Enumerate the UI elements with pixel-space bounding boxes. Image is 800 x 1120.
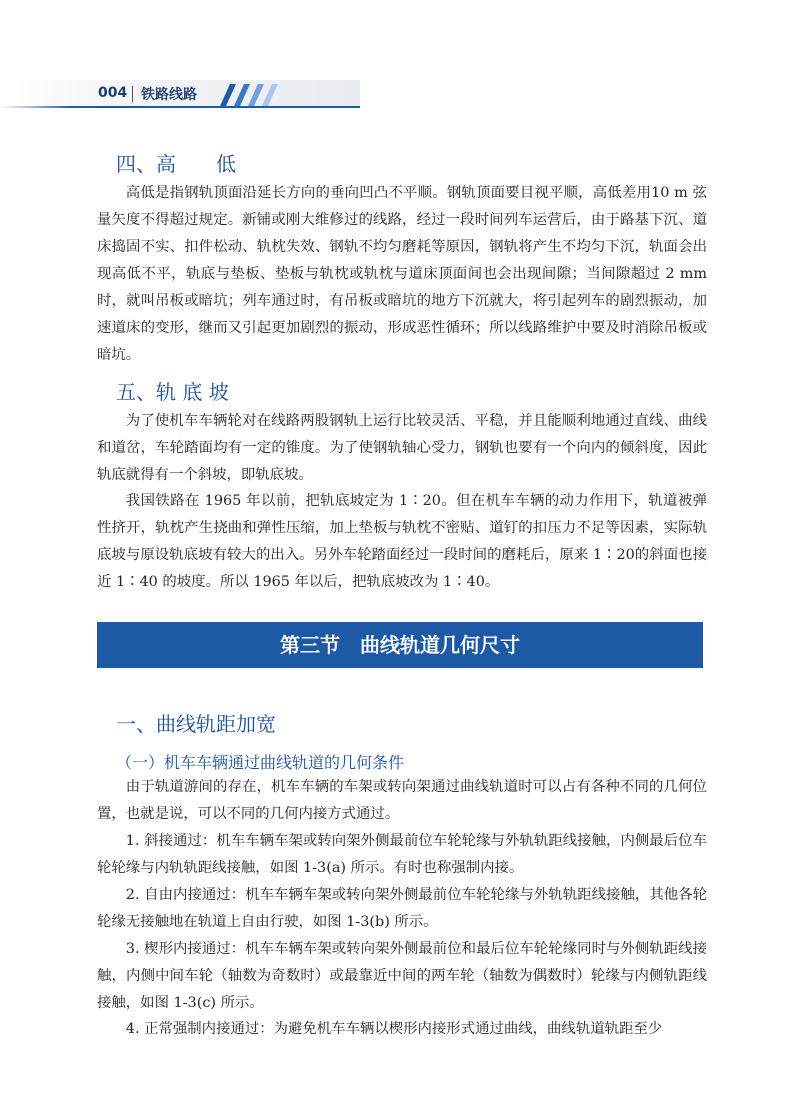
page-number: 004	[98, 85, 128, 101]
list-item-1: 1. 斜接通过：机车车辆车架或转向架外侧最前位车轮轮缘与外轨轨距线接触，内侧最后位车轮轮缘与内轨轨距线接触，如图 1-3(a) 所示。有时也称强制内接。	[97, 833, 707, 876]
list-item-3: 3. 楔形内接通过：机车车辆车架或转向架外侧最前位和最后位车轮轮缘同时与外侧轨距线接触，内侧中间车轮（轴数为奇数时）或最靠近中间的两车轮（轴数为偶数时）轮缘与内侧轨距线接触，如图 1-3(c) 所示。	[97, 941, 707, 1011]
list-item-2: 2. 自由内接通过：机车车辆车架或转向架外侧最前位车轮轮缘与外轨轨距线接触，其他各轮轮缘无接触地在轨道上自由行驶，如图 1-3(b) 所示。	[97, 887, 707, 930]
paragraph-guidipo-1: 为了使机车车辆轮对在线路两股钢轨上运行比较灵活、平稳，并且能顺利地通过直线、曲线和道岔，车轮踏面均有一定的锥度。为了使钢轨轴心受力，钢轨也要有一个向内的倾斜度，因此轨底就得有一个斜坡，即轨底坡。	[97, 413, 707, 483]
paragraph-gaodi: 高低是指钢轨顶面沿延长方向的垂向凹凸不平顺。钢轨顶面要目视平顺，高低差用10 m 弦量矢度不得超过规定。新铺或刚大维修过的线路，经过一段时间列车运营后，由于路基下沉、道床捣固不实、扣件松动、轨枕失效、钢轨不均匀磨耗等原因，钢轨将产生不均匀下沉，轨面会出现高低不平，轨底与垫板、垫板与轨枕或轨枕与道床顶面间也会出现间隙；当间隙超过 2 mm 时，就叫吊板或暗坑；列车通过时，有吊板或暗坑的地方下沉就大，将引起列车的剧烈振动，加速道床的变形，继而又引起更加剧烈的振动，形成恶性循环；所以线路维护中要及时消除吊板或暗坑。	[97, 185, 707, 363]
paragraph-intro: 由于轨道游间的存在，机车车辆的车架或转向架通过曲线轨道时可以占有各种不同的几何位置，也就是说，可以不同的几何内接方式通过。	[97, 779, 707, 822]
book-title: 铁路线路	[141, 87, 197, 103]
chapter-title: 第三节 曲线轨道几何尺寸	[280, 633, 520, 657]
section-heading-gaodi: 四、高 低	[116, 152, 236, 176]
header-divider	[132, 86, 133, 102]
subsection-heading: （一）机车车辆通过曲线轨道的几何条件	[116, 753, 405, 772]
list-item-4: 4. 正常强制内接通过：为避免机车车辆以楔形内接形式通过曲线，曲线轨道轨距至少	[125, 1021, 663, 1037]
page-header	[0, 80, 800, 114]
header-stripes-icon	[212, 84, 278, 106]
chapter-banner	[97, 622, 703, 668]
part-heading: 一、曲线轨距加宽	[116, 712, 276, 736]
paragraph-guidipo-2: 我国铁路在 1965 年以前，把轨底坡定为 1∶20。但在机车车辆的动力作用下，轨道被弹性挤开，轨枕产生挠曲和弹性压缩，加上垫板与轨枕不密贴、道钉的扣压力不足等因素，实际轨底坡与原设轨底坡有较大的出入。另外车轮踏面经过一段时间的磨耗后，原来 1∶20的斜面也接近 1∶40 的坡度。所以 1965 年以后，把轨底坡改为 1∶40。	[97, 493, 707, 590]
section-heading-guidipo: 五、轨 底 坡	[116, 380, 229, 404]
header-rule	[0, 106, 360, 108]
